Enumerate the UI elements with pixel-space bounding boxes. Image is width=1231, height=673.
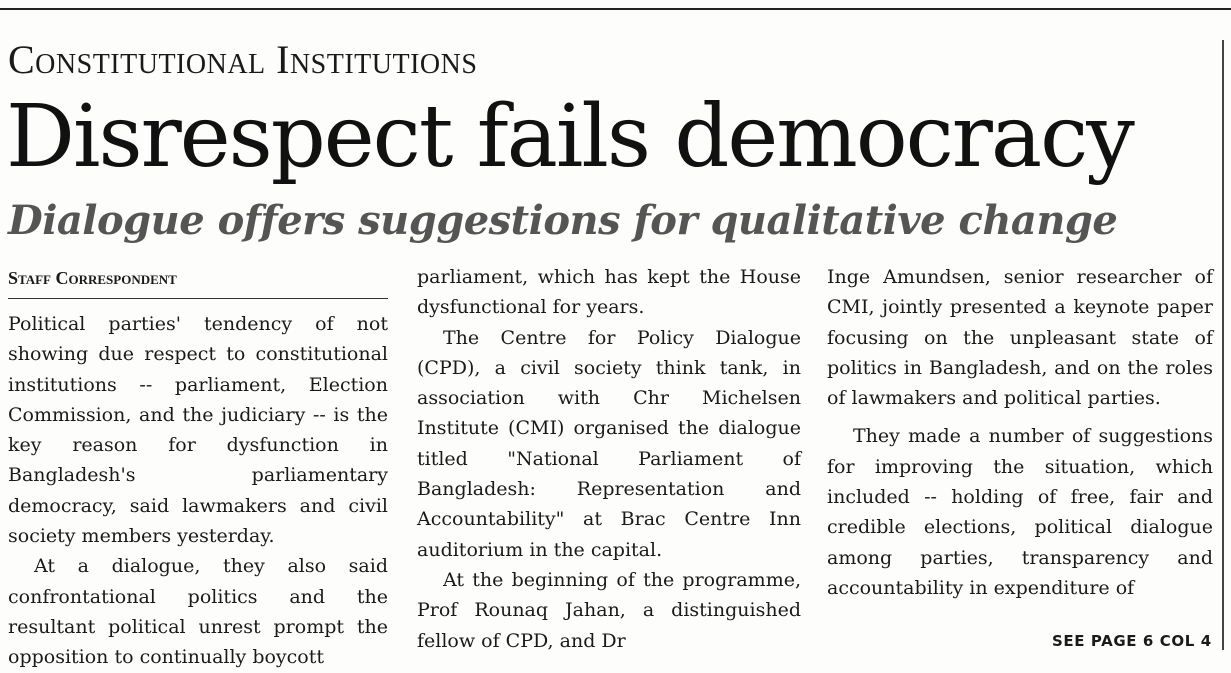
paragraph-4-continued: Inge Amundsen, senior researcher of CMI, jointly presented a keynote paper focusing on the unpleasant state of politics in Bangladesh, and on the roles of lawmakers and political parties. <box>827 266 1213 410</box>
paragraph-2-continued: parliament, which has kept the House dysfunctional for years. <box>417 266 801 319</box>
column-rule <box>1222 40 1224 650</box>
subheadline: Dialogue offers suggestions for qualitative change <box>8 197 1118 244</box>
paragraph-2: At a dialogue, they also said confrontational politics and the resultant political unrest prompt the opposition to continually boycott <box>8 555 388 669</box>
jump-line[interactable]: SEE PAGE 6 COL 4 <box>1052 632 1212 650</box>
paragraph-3: The Centre for Policy Dialogue (CPD), a civil society think tank, in association with Chr Michelsen Institute (CMI) organised the dialogue titled "National Parliament of Bangladesh: Representation and Accountability" at Brac Centre Inn auditorium in the capital. <box>417 326 801 561</box>
article-column-3 <box>827 262 1213 603</box>
paragraph-5: They made a number of suggestions for improving the situation, which included -- holding of free, fair and credible elections, political dialogue among parties, transparency and accountability in expenditure of <box>827 425 1213 599</box>
article-column-2 <box>417 262 801 656</box>
article-column-1 <box>8 309 388 673</box>
top-rule <box>0 8 1231 10</box>
byline-rule <box>8 298 388 299</box>
paragraph-4: At the beginning of the programme, Prof Rounaq Jahan, a distinguished fellow of CPD, and Dr <box>417 568 801 652</box>
section-kicker: Constitutional Institutions <box>8 37 478 82</box>
paragraph-1: Political parties' tendency of not showing due respect to constitutional institutions -- parliament, Election Commission, and the judiciary -- is the key reason for dysfunction in Bangladesh's parliamentary democracy, said lawmakers and civil society members yesterday. <box>8 313 388 548</box>
headline: Disrespect fails democracy <box>6 87 1133 187</box>
byline: Staff Correspondent <box>8 268 177 288</box>
